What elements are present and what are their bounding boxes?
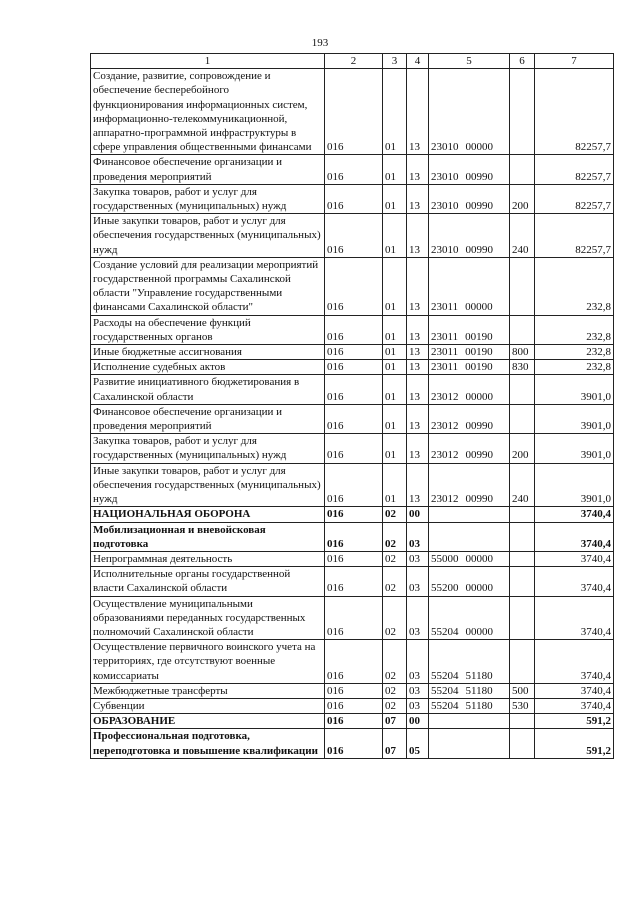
table-row <box>91 714 614 729</box>
row-subsection-cell: 03 <box>407 567 429 596</box>
row-name-cell: Осуществление муниципальными образованиями переданных государственных полномочий Сахалинской области <box>91 596 325 640</box>
row-section-cell: 01 <box>383 69 407 155</box>
row-name-cell: Иные закупки товаров, работ и услуг для обеспечения государственных (муниципальных) нужд <box>91 214 325 258</box>
target-article-part-b: 00000 <box>465 582 493 595</box>
row-target-article-cell <box>429 315 510 344</box>
row-code-cell: 016 <box>325 155 383 184</box>
target-article-part-a: 55204 <box>431 669 459 682</box>
table-row <box>91 683 614 698</box>
row-amount-cell: 3740,4 <box>535 567 614 596</box>
row-subsection-cell: 13 <box>407 155 429 184</box>
row-target-article-cell <box>429 69 510 155</box>
row-code-cell: 016 <box>325 404 383 433</box>
row-target-article-cell <box>429 434 510 463</box>
row-target-article-cell <box>429 463 510 507</box>
row-section-cell: 01 <box>383 155 407 184</box>
row-name-cell: Развитие инициативного бюджетирования в Сахалинской области <box>91 375 325 404</box>
row-amount-cell: 232,8 <box>535 257 614 315</box>
row-subsection-cell: 00 <box>407 507 429 522</box>
row-expense-type-cell <box>510 315 535 344</box>
row-name-cell: Закупка товаров, работ и услуг для государственных (муниципальных) нужд <box>91 434 325 463</box>
row-target-article-cell <box>429 640 510 684</box>
target-article-part-b: 51180 <box>465 669 493 682</box>
row-expense-type-cell: 200 <box>510 184 535 213</box>
row-amount-cell: 82257,7 <box>535 184 614 213</box>
row-amount-cell: 3740,4 <box>535 507 614 522</box>
row-code-cell: 016 <box>325 567 383 596</box>
target-article-part-b: 00190 <box>465 346 493 359</box>
table-row <box>91 184 614 213</box>
target-article-part-a: 55200 <box>431 582 459 595</box>
target-article-part-a: 23010 <box>431 141 459 154</box>
row-section-cell: 01 <box>383 404 407 433</box>
row-amount-cell: 232,8 <box>535 345 614 360</box>
row-section-cell: 01 <box>383 360 407 375</box>
row-subsection-cell: 13 <box>407 434 429 463</box>
row-expense-type-cell <box>510 596 535 640</box>
row-code-cell: 016 <box>325 714 383 729</box>
target-article-part-a: 23012 <box>431 390 459 403</box>
header-col-4: 4 <box>407 54 429 69</box>
row-amount-cell: 591,2 <box>535 714 614 729</box>
target-article-part-b: 00990 <box>465 170 493 183</box>
row-target-article-cell <box>429 567 510 596</box>
target-article-part-b: 00000 <box>465 625 493 638</box>
header-col-6: 6 <box>510 54 535 69</box>
target-article-part-a: 55204 <box>431 684 459 697</box>
target-article-part-a: 55204 <box>431 625 459 638</box>
row-expense-type-cell: 800 <box>510 345 535 360</box>
budget-table <box>90 53 614 759</box>
table-row <box>91 214 614 258</box>
row-subsection-cell: 00 <box>407 714 429 729</box>
row-code-cell: 016 <box>325 69 383 155</box>
target-article-part-a: 23010 <box>431 200 459 213</box>
row-amount-cell: 3901,0 <box>535 463 614 507</box>
row-expense-type-cell <box>510 567 535 596</box>
row-subsection-cell: 03 <box>407 596 429 640</box>
row-code-cell: 016 <box>325 683 383 698</box>
row-name-cell: Иные закупки товаров, работ и услуг для обеспечения государственных (муниципальных) нужд <box>91 463 325 507</box>
page-number: 193 <box>311 37 329 49</box>
target-article-part-b: 00990 <box>465 420 493 433</box>
row-code-cell: 016 <box>325 640 383 684</box>
row-expense-type-cell <box>510 507 535 522</box>
row-subsection-cell: 13 <box>407 345 429 360</box>
target-article-part-b: 00990 <box>465 200 493 213</box>
row-expense-type-cell <box>510 714 535 729</box>
table-row <box>91 345 614 360</box>
target-article-part-a: 23011 <box>431 301 459 314</box>
row-amount-cell: 3901,0 <box>535 375 614 404</box>
target-article-part-b: 00000 <box>465 552 493 565</box>
row-name-cell: Исполнение судебных актов <box>91 360 325 375</box>
table-row <box>91 463 614 507</box>
target-article-part-a: 23012 <box>431 493 459 506</box>
target-article-part-b: 00000 <box>465 141 493 154</box>
table-row <box>91 434 614 463</box>
row-amount-cell: 3740,4 <box>535 551 614 566</box>
row-amount-cell: 232,8 <box>535 360 614 375</box>
row-amount-cell: 3901,0 <box>535 434 614 463</box>
row-amount-cell: 3740,4 <box>535 522 614 551</box>
row-target-article-cell <box>429 683 510 698</box>
row-subsection-cell: 05 <box>407 729 429 758</box>
row-section-cell: 01 <box>383 315 407 344</box>
row-code-cell: 016 <box>325 375 383 404</box>
table-row <box>91 567 614 596</box>
row-expense-type-cell <box>510 155 535 184</box>
row-subsection-cell: 13 <box>407 404 429 433</box>
target-article-part-a: 23012 <box>431 420 459 433</box>
target-article-part-b: 51180 <box>465 699 493 712</box>
row-subsection-cell: 03 <box>407 683 429 698</box>
row-amount-cell: 591,2 <box>535 729 614 758</box>
table-row <box>91 551 614 566</box>
row-expense-type-cell <box>510 522 535 551</box>
row-subsection-cell: 13 <box>407 315 429 344</box>
row-section-cell: 01 <box>383 257 407 315</box>
row-target-article-cell <box>429 522 510 551</box>
header-col-1: 1 <box>91 54 325 69</box>
row-subsection-cell: 03 <box>407 698 429 713</box>
row-section-cell: 02 <box>383 683 407 698</box>
row-section-cell: 01 <box>383 214 407 258</box>
row-amount-cell: 82257,7 <box>535 69 614 155</box>
row-expense-type-cell <box>510 729 535 758</box>
row-code-cell: 016 <box>325 463 383 507</box>
row-amount-cell: 3740,4 <box>535 683 614 698</box>
target-article-part-a: 55204 <box>431 699 459 712</box>
target-article-part-b: 00990 <box>465 243 493 256</box>
row-subsection-cell: 03 <box>407 551 429 566</box>
table-row <box>91 596 614 640</box>
table-row <box>91 729 614 758</box>
target-article-part-b: 00990 <box>465 449 493 462</box>
row-target-article-cell <box>429 155 510 184</box>
row-section-cell: 02 <box>383 567 407 596</box>
header-col-5: 5 <box>429 54 510 69</box>
row-code-cell: 016 <box>325 360 383 375</box>
row-expense-type-cell: 530 <box>510 698 535 713</box>
row-subsection-cell: 03 <box>407 522 429 551</box>
row-code-cell: 016 <box>325 434 383 463</box>
row-section-cell: 02 <box>383 522 407 551</box>
row-section-cell: 07 <box>383 714 407 729</box>
row-code-cell: 016 <box>325 522 383 551</box>
row-expense-type-cell: 200 <box>510 434 535 463</box>
row-subsection-cell: 13 <box>407 360 429 375</box>
row-name-cell: Создание, развитие, сопровождение и обеспечение бесперебойного функционирования информационных систем, информационно-телекоммуникационной, аппаратно-программной инфраструктуры в сфере управления общественными финансами <box>91 69 325 155</box>
row-name-cell: Финансовое обеспечение организации и проведения мероприятий <box>91 155 325 184</box>
row-code-cell: 016 <box>325 596 383 640</box>
row-section-cell: 01 <box>383 184 407 213</box>
table-body <box>91 69 614 759</box>
row-section-cell: 07 <box>383 729 407 758</box>
row-target-article-cell <box>429 596 510 640</box>
row-target-article-cell <box>429 714 510 729</box>
row-name-cell: Профессиональная подготовка, переподготовка и повышение квалификации <box>91 729 325 758</box>
row-section-cell: 02 <box>383 596 407 640</box>
row-amount-cell: 3740,4 <box>535 698 614 713</box>
row-name-cell: НАЦИОНАЛЬНАЯ ОБОРОНА <box>91 507 325 522</box>
row-name-cell: Финансовое обеспечение организации и проведения мероприятий <box>91 404 325 433</box>
row-target-article-cell <box>429 345 510 360</box>
target-article-part-b: 00190 <box>465 330 493 343</box>
target-article-part-a: 23010 <box>431 243 459 256</box>
row-target-article-cell <box>429 214 510 258</box>
row-section-cell: 01 <box>383 463 407 507</box>
row-name-cell: Закупка товаров, работ и услуг для государственных (муниципальных) нужд <box>91 184 325 213</box>
row-subsection-cell: 13 <box>407 184 429 213</box>
row-name-cell: Исполнительные органы государственной власти Сахалинской области <box>91 567 325 596</box>
target-article-part-b: 00000 <box>465 390 493 403</box>
header-col-2: 2 <box>325 54 383 69</box>
row-code-cell: 016 <box>325 507 383 522</box>
row-section-cell: 02 <box>383 640 407 684</box>
row-name-cell: Создание условий для реализации мероприятий государственной программы Сахалинской области "Управление государственными финансами Сахалинской области" <box>91 257 325 315</box>
row-target-article-cell <box>429 184 510 213</box>
target-article-part-a: 55000 <box>431 552 459 565</box>
table-row <box>91 315 614 344</box>
row-section-cell: 01 <box>383 345 407 360</box>
row-name-cell: Расходы на обеспечение функций государственных органов <box>91 315 325 344</box>
row-expense-type-cell: 500 <box>510 683 535 698</box>
table-row <box>91 257 614 315</box>
row-target-article-cell <box>429 729 510 758</box>
header-col-3: 3 <box>383 54 407 69</box>
target-article-part-a: 23011 <box>431 330 459 343</box>
table-row <box>91 375 614 404</box>
row-code-cell: 016 <box>325 698 383 713</box>
target-article-part-b: 00190 <box>465 361 493 374</box>
row-code-cell: 016 <box>325 551 383 566</box>
row-name-cell: Осуществление первичного воинского учета на территориях, где отсутствуют военные комиссариаты <box>91 640 325 684</box>
table-header-row <box>91 54 614 69</box>
row-expense-type-cell <box>510 375 535 404</box>
row-section-cell: 01 <box>383 434 407 463</box>
row-code-cell: 016 <box>325 184 383 213</box>
table-row <box>91 155 614 184</box>
row-subsection-cell: 03 <box>407 640 429 684</box>
table-row <box>91 507 614 522</box>
row-section-cell: 02 <box>383 507 407 522</box>
row-subsection-cell: 13 <box>407 69 429 155</box>
target-article-part-b: 00000 <box>465 301 493 314</box>
row-target-article-cell <box>429 404 510 433</box>
header-col-7: 7 <box>535 54 614 69</box>
table-row <box>91 640 614 684</box>
row-target-article-cell <box>429 360 510 375</box>
row-subsection-cell: 13 <box>407 463 429 507</box>
row-subsection-cell: 13 <box>407 214 429 258</box>
row-expense-type-cell: 240 <box>510 214 535 258</box>
row-code-cell: 016 <box>325 315 383 344</box>
row-subsection-cell: 13 <box>407 257 429 315</box>
target-article-part-a: 23012 <box>431 449 459 462</box>
row-name-cell: Мобилизационная и вневойсковая подготовка <box>91 522 325 551</box>
row-expense-type-cell: 240 <box>510 463 535 507</box>
row-name-cell: ОБРАЗОВАНИЕ <box>91 714 325 729</box>
row-expense-type-cell <box>510 640 535 684</box>
target-article-part-b: 51180 <box>465 684 493 697</box>
table-row <box>91 522 614 551</box>
row-target-article-cell <box>429 698 510 713</box>
row-target-article-cell <box>429 507 510 522</box>
row-name-cell: Межбюджетные трансферты <box>91 683 325 698</box>
row-target-article-cell <box>429 551 510 566</box>
row-expense-type-cell <box>510 69 535 155</box>
row-expense-type-cell: 830 <box>510 360 535 375</box>
target-article-part-a: 23011 <box>431 346 459 359</box>
row-code-cell: 016 <box>325 257 383 315</box>
row-section-cell: 02 <box>383 698 407 713</box>
row-amount-cell: 232,8 <box>535 315 614 344</box>
row-amount-cell: 3901,0 <box>535 404 614 433</box>
row-target-article-cell <box>429 375 510 404</box>
row-subsection-cell: 13 <box>407 375 429 404</box>
row-expense-type-cell <box>510 551 535 566</box>
table-row <box>91 69 614 155</box>
row-section-cell: 02 <box>383 551 407 566</box>
row-amount-cell: 82257,7 <box>535 155 614 184</box>
row-amount-cell: 3740,4 <box>535 640 614 684</box>
target-article-part-a: 23010 <box>431 170 459 183</box>
target-article-part-b: 00990 <box>465 493 493 506</box>
table-row <box>91 360 614 375</box>
row-code-cell: 016 <box>325 214 383 258</box>
row-amount-cell: 3740,4 <box>535 596 614 640</box>
row-section-cell: 01 <box>383 375 407 404</box>
target-article-part-a: 23011 <box>431 361 459 374</box>
table-row <box>91 698 614 713</box>
table-row <box>91 404 614 433</box>
row-amount-cell: 82257,7 <box>535 214 614 258</box>
row-code-cell: 016 <box>325 729 383 758</box>
row-target-article-cell <box>429 257 510 315</box>
row-code-cell: 016 <box>325 345 383 360</box>
row-name-cell: Непрограммная деятельность <box>91 551 325 566</box>
row-expense-type-cell <box>510 257 535 315</box>
row-name-cell: Иные бюджетные ассигнования <box>91 345 325 360</box>
row-name-cell: Субвенции <box>91 698 325 713</box>
row-expense-type-cell <box>510 404 535 433</box>
